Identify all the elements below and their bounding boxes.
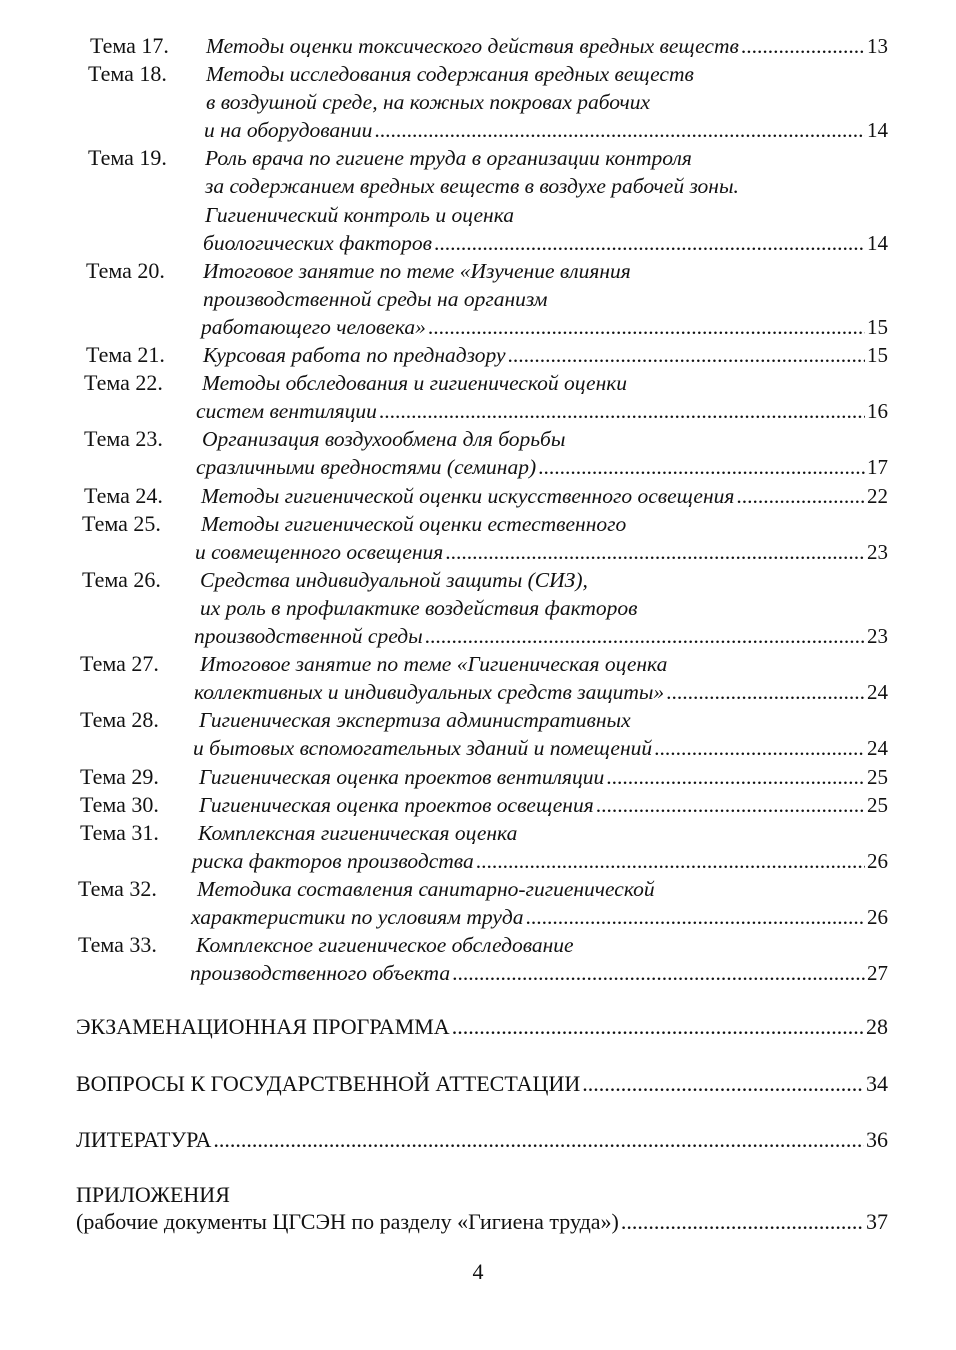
toc-topic-number: Тема 19. <box>88 145 167 171</box>
toc-topic-text-line: Методы оценки токсического действия вредных веществ <box>206 34 739 58</box>
toc-page-number: 28 <box>866 1014 888 1039</box>
toc-topic-text-line: сразличными вредностями (семинар) <box>196 455 537 480</box>
toc-topic-text-line: Комплексное гигиеническое обследование <box>196 933 574 958</box>
toc-topic-number: Тема 31. <box>80 819 159 845</box>
toc-topic-last-line <box>201 313 888 341</box>
toc-topic-text-line: за содержанием вредных веществ в воздухе рабочей зоны. <box>205 174 739 199</box>
toc-page-number: 37 <box>866 1209 888 1234</box>
toc-topic-text-line: их роль в профилактике воздействия факторов <box>200 595 638 620</box>
toc-leader-dots <box>445 538 865 566</box>
toc-section-exam-program[interactable] <box>76 1013 888 1041</box>
toc-page-number: 26 <box>867 848 888 873</box>
toc-topic-text-line: работающего человека» <box>201 314 426 339</box>
toc-topic-number: Тема 29. <box>80 763 159 789</box>
toc-leader-dots <box>476 847 865 875</box>
toc-topic-last-line <box>194 622 888 650</box>
toc-leader-dots <box>736 482 865 510</box>
toc-topic-number: Тема 17. <box>90 33 169 58</box>
toc-section-title: ЭКЗАМЕНАЦИОННАЯ ПРОГРАММА <box>76 1014 450 1039</box>
toc-topic-number: Тема 18. <box>88 61 167 87</box>
toc-topic-text-line: Методы исследования содержания вредных веществ <box>206 62 694 87</box>
toc-leader-dots <box>538 453 865 481</box>
toc-topic-number: Тема 21. <box>86 342 165 368</box>
toc-page-number: 22 <box>867 483 888 508</box>
toc-leader-dots <box>666 678 865 706</box>
toc-leader-dots <box>621 1208 864 1236</box>
toc-leader-dots <box>525 903 865 931</box>
toc-leader-dots <box>379 397 865 425</box>
toc-page-number: 15 <box>867 343 888 368</box>
toc-topic-last-line <box>193 734 888 762</box>
toc-topic-number: Тема 20. <box>86 257 165 283</box>
toc-leader-dots <box>452 959 865 987</box>
toc-page-number: 16 <box>867 399 888 424</box>
toc-topic-text-line: характеристики по условиям труда <box>191 905 524 930</box>
toc-section-title: ВОПРОСЫ К ГОСУДАРСТВЕННОЙ АТТЕСТАЦИИ <box>76 1071 581 1096</box>
toc-topic-text-line: Методы гигиенической оценки искусственного освещения <box>201 483 735 508</box>
toc-leader-dots <box>582 1070 864 1098</box>
toc-topic-text-line: и бытовых вспомогательных зданий и помещений <box>193 736 653 761</box>
toc-page-number: 26 <box>867 905 888 930</box>
toc-topic-number: Тема 23. <box>84 426 163 452</box>
toc-page-number: 14 <box>867 118 888 143</box>
toc-topic-last-line <box>192 847 888 875</box>
toc-topic-text-line: коллективных и индивидуальных средств защиты» <box>194 680 665 705</box>
toc-topic-number: Тема 25. <box>82 510 161 536</box>
toc-topic-last-line <box>196 397 888 425</box>
toc-topic-text-line: в воздушной среде, на кожных покровах рабочих <box>206 90 651 115</box>
toc-topic-text-line: и совмещенного освещения <box>195 539 444 564</box>
toc-topic-text-line: Комплексная гигиеническая оценка <box>198 820 518 845</box>
toc-topic-last-line <box>190 959 888 987</box>
toc-leader-dots <box>741 32 865 60</box>
toc-page-number: 23 <box>867 624 888 649</box>
toc-topic-text-line: производственной среды на организм <box>203 286 548 311</box>
toc-topic-text-line: систем вентиляции <box>196 399 377 424</box>
toc-topic-text-line: Методы обследования и гигиенической оценки <box>202 371 628 396</box>
toc-topic-last-line <box>204 116 888 144</box>
toc-page-number: 23 <box>867 539 888 564</box>
toc-topic-last-line <box>199 763 888 791</box>
toc-leader-dots <box>428 313 865 341</box>
toc-page-number: 27 <box>867 961 888 986</box>
toc-page-number: 36 <box>866 1127 888 1152</box>
toc-page-number: 24 <box>867 736 888 761</box>
toc-page-number: 25 <box>867 764 888 789</box>
toc-leader-dots <box>374 116 865 144</box>
toc-topic-text-line: Организация воздухообмена для борьбы <box>202 427 566 452</box>
toc-topic-text-line: и на оборудовании <box>204 118 373 143</box>
toc-page-number: 25 <box>867 792 888 817</box>
page-number: 4 <box>472 1259 484 1284</box>
toc-leader-dots <box>213 1126 864 1154</box>
toc-section-appendix[interactable] <box>76 1208 888 1236</box>
toc-topic-last-line <box>196 453 888 481</box>
toc-topic-text-line: Итоговое занятие по теме «Гигиеническая оценка <box>200 652 668 677</box>
toc-page-number: 17 <box>867 455 888 480</box>
toc-topic-text-line: Гигиеническая оценка проектов освещения <box>199 792 594 817</box>
toc-leader-dots <box>508 341 865 369</box>
toc-topic-text-line: Гигиеническая оценка проектов вентиляции <box>199 764 605 789</box>
toc-page-number: 14 <box>867 230 888 255</box>
toc-topic-text-line: Итоговое занятие по теме «Изучение влияния <box>203 258 631 283</box>
toc-topic-number: Тема 33. <box>78 932 157 958</box>
toc-leader-dots <box>452 1013 864 1041</box>
toc-topic-last-line <box>194 678 888 706</box>
toc-topic-text-line: Методы гигиенической оценки естественного <box>201 511 627 536</box>
toc-topic-text-line: Гигиеническая экспертиза административных <box>199 708 631 733</box>
toc-leader-dots <box>434 229 865 257</box>
toc-section-state-attestation[interactable] <box>76 1070 888 1098</box>
toc-topic-text-line: производственного объекта <box>190 961 451 986</box>
toc-page-number: 24 <box>867 680 888 705</box>
toc-page-number: 13 <box>867 34 888 58</box>
toc-topic-number: Тема 32. <box>78 876 157 901</box>
toc-topic-text-line: Гигиенический контроль и оценка <box>205 202 514 227</box>
toc-leader-dots <box>596 791 865 819</box>
toc-topic-text-line: Методика составления санитарно-гигиенической <box>197 877 655 901</box>
toc-topic-number: Тема 30. <box>80 791 159 817</box>
toc-appendix-subtitle: (рабочие документы ЦГСЭН по разделу «Гигиена труда») <box>76 1209 619 1234</box>
toc-topic-text-line: Средства индивидуальной защиты (СИЗ), <box>200 567 588 592</box>
toc-topic-last-line <box>203 229 888 257</box>
toc-page-number: 15 <box>867 314 888 339</box>
toc-topic-last-line <box>201 482 888 510</box>
toc-topic-last-line <box>206 32 888 60</box>
toc-topic-number: Тема 22. <box>84 370 163 396</box>
toc-topic-last-line <box>203 341 888 369</box>
toc-topic-last-line <box>199 791 888 819</box>
toc-topic-number: Тема 28. <box>80 707 159 733</box>
toc-leader-dots <box>425 622 865 650</box>
toc-topic-text-line: Курсовая работа по преднадзору <box>203 343 506 368</box>
toc-section-literature[interactable] <box>76 1126 888 1154</box>
toc-topic-last-line <box>191 903 888 931</box>
toc-topic-number: Тема 24. <box>84 482 163 508</box>
toc-topic-text-line: биологических факторов <box>203 230 432 255</box>
toc-appendix-title: ПРИЛОЖЕНИЯ <box>76 1182 230 1207</box>
toc-topic-text-line: риска факторов производства <box>192 848 474 873</box>
toc-topic-number: Тема 27. <box>80 651 159 677</box>
toc-topic-last-line <box>195 538 888 566</box>
toc-leader-dots <box>606 763 865 791</box>
toc-topic-text-line: Роль врача по гигиене труда в организации контроля <box>205 146 692 171</box>
toc-topic-text-line: производственной среды <box>194 624 423 649</box>
toc-page-number: 34 <box>866 1071 888 1096</box>
toc-topic-number: Тема 26. <box>82 566 161 592</box>
toc-section-title: ЛИТЕРАТУРА <box>76 1127 212 1152</box>
toc-leader-dots <box>654 734 865 762</box>
